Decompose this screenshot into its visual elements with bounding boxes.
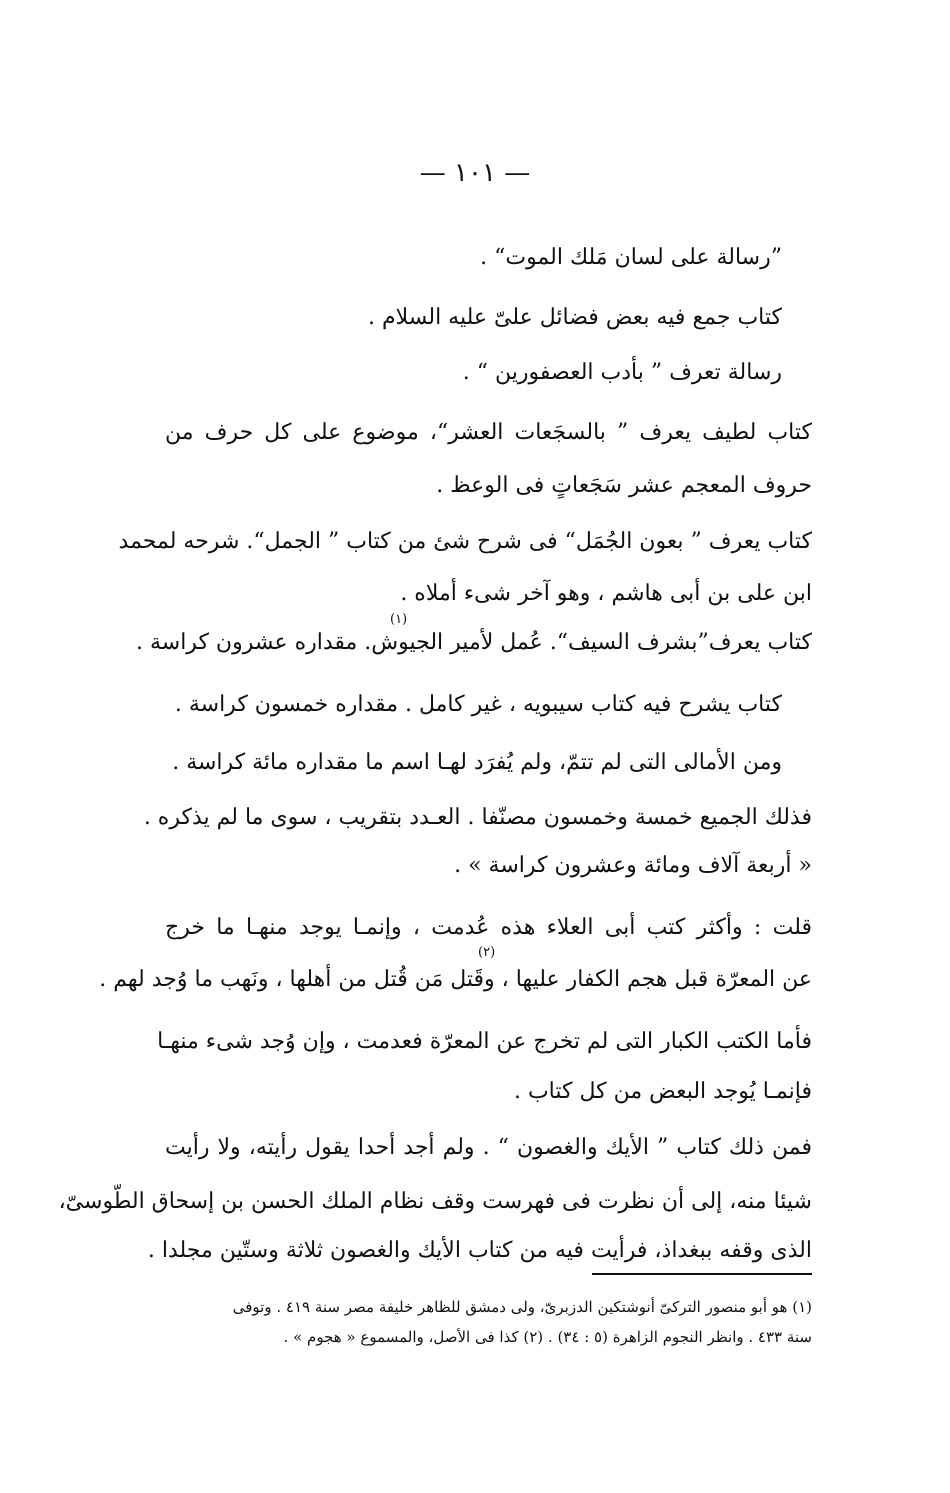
text-line: الذى وقفه ببغداذ، فرأيت فيه من كتاب الأيك والغصون ثلاثة وستّين مجلدا .	[147, 1238, 812, 1263]
page-number: — ١٠١ —	[419, 158, 531, 188]
text-line: حروف المعجم عشر سَجَعاتٍ فى الوعظ .	[436, 473, 812, 498]
text-line: كتاب يعرف ” بعون الجُمَل“ فى شرح شئ من كتاب ” الجمل“. شرحه لمحمد	[118, 529, 812, 554]
footnote-divider	[592, 1273, 812, 1275]
text-line: كتاب يشرح فيه كتاب سيبويه ، غير كامل . مقداره خمسون كراسة .	[174, 692, 782, 717]
text-line: كتاب جمع فيه بعض فضائل علىّ عليه السلام .	[368, 305, 782, 330]
footnote-line: سنة ٤٣٣ . وانظر النجوم الزاهرة (٥ : ٣٤) . (٢) كذا فى الأصل، والمسموع « هجوم » .	[283, 1328, 812, 1346]
text-line: فمن ذلك كتاب ” الأيك والغصون “ . ولم أجد أحدا يقول رأيته، ولا رأيت	[165, 1135, 812, 1160]
text-line: ابن على بن أبى هاشم ، وهو آخر شىء أملاه .	[400, 581, 812, 606]
text-line: فذلك الجميع خمسة وخمسون مصنّفا . العـدد بتقريب ، سوى ما لم يذكره .	[143, 805, 812, 830]
text-line: عن المعرّة قبل هجم الكفار عليها ، وقَتل مَن قُتل من أهلها ، ونَهب ما وُجد لهم .	[99, 967, 812, 992]
text-line: « أربعة آلاف ومائة وعشرون كراسة » .	[454, 853, 812, 878]
footnote-marker: (١)	[390, 612, 408, 627]
text-line: شيئا منه، إلى أن نظرت فى فهرست وقف نظام الملك الحسن بن إسحاق الطّوسىّ،	[58, 1189, 812, 1214]
text-line: فإنمـا يُوجد البعض من كل كتاب .	[513, 1079, 812, 1104]
text-line: قلت : وأكثر كتب أبى العلاء هذه عُدمت ، وإنمـا يوجد منهـا ما خرج	[165, 915, 812, 940]
footnote-marker: (٢)	[478, 945, 496, 960]
text-line: كتاب يعرف”بشرف السيف“. عُمل لأمير الجيوش. مقداره عشرون كراسة .	[135, 630, 812, 655]
footnote-line: (١) هو أبو منصور التركىّ أنوشتكين الدزبرىّ، ولى دمشق للظاهر خليفة مصر سنة ٤١٩ . وتوفى	[232, 1298, 812, 1316]
text-line: ومن الأمالى التى لم تتمّ، ولم يُفرَد لهـا اسم ما مقداره مائة كراسة .	[172, 750, 782, 775]
text-line: كتاب لطيف يعرف ” بالسجَعات العشر“، موضوع على كل حرف من	[165, 420, 812, 445]
text-line: رسالة تعرف ” بأدب العصفورين “ .	[462, 360, 782, 385]
text-line: ”رسالة على لسان مَلك الموت“ .	[480, 245, 782, 270]
text-line: فأما الكتب الكبار التى لم تخرج عن المعرّة فعدمت ، وإن وُجد شىء منهـا	[157, 1029, 812, 1054]
